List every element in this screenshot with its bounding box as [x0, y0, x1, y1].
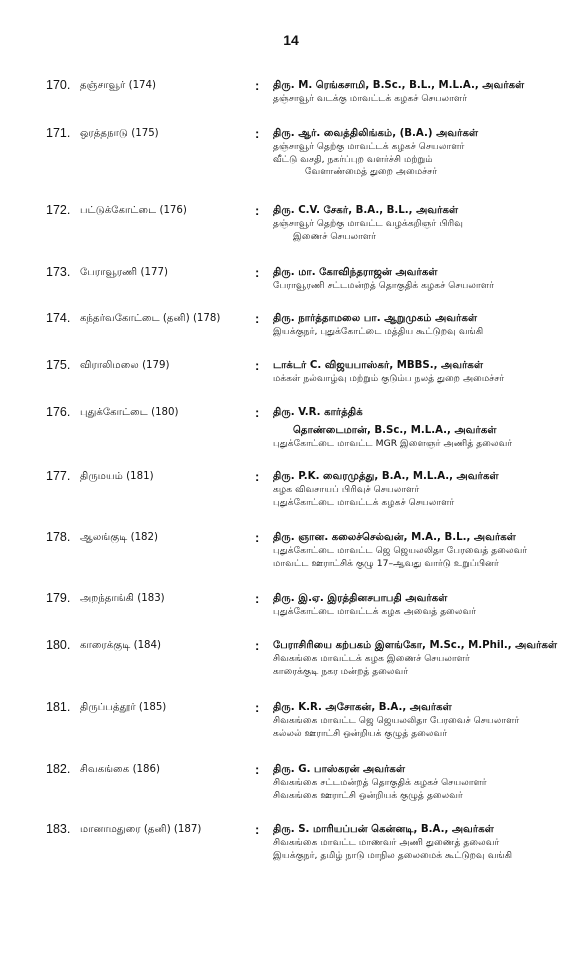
candidate-role: சிவகங்கை மாவட்ட ஜெ ஜெயலலிதா பேரவைச் செயலாளர்: [273, 715, 520, 726]
separator-colon: :: [255, 311, 260, 326]
constituency-name: ஆலங்குடி (182): [80, 532, 158, 543]
candidate-details: [273, 822, 573, 862]
separator-colon: :: [255, 126, 260, 141]
candidate-name: திரு. K.R. அசோகன், B.A., அவர்கள்: [273, 702, 452, 713]
candidate-role: புதுக்கோட்டை மாவட்டக் கழக அவைத் தலைவர்: [273, 606, 477, 617]
candidate-role: சிவகங்கை மாவட்டக் கழக இணைச் செயலாளர்: [273, 653, 470, 664]
candidate-details: [273, 126, 573, 179]
candidate-name: திரு. P.K. வைரமுத்து, B.A., M.L.A., அவர்கள்: [273, 471, 499, 482]
candidate-details: [273, 469, 573, 509]
candidate-name: திரு. S. மாரியப்பன் கென்னடி, B.A., அவர்கள்: [273, 824, 494, 835]
candidate-name: திரு. C.V. சேகர், B.A., B.L., அவர்கள்: [273, 205, 459, 216]
candidate-role: வீட்டு வசதி, நகர்ப்புற வளர்ச்சி மற்றும்: [273, 153, 433, 165]
separator-colon: :: [255, 591, 260, 606]
candidate-name: திரு. இ.ஏ. இரத்தினசபாபதி அவர்கள்: [273, 593, 448, 604]
constituency-name: திருமயம் (181): [80, 471, 154, 482]
candidate-role: புதுக்கோட்டை மாவட்டக் கழகச் செயலாளர்: [273, 496, 455, 508]
candidate-name: திரு. G. பாஸ்கரன் அவர்கள்: [273, 764, 406, 775]
constituency-name: கந்தர்வகோட்டை (தனி) (178): [80, 313, 221, 324]
entry-number: 182.: [46, 762, 71, 776]
candidate-name: திரு. V.R. கார்த்திக்: [273, 407, 363, 418]
candidate-name: பேராசிரியை கற்பகம் இளங்கோ, M.Sc., M.Phil., அவர்கள்: [273, 640, 558, 651]
entry-number: 170.: [46, 78, 71, 92]
candidate-name: திரு. ஞான. கலைச்செல்வன், M.A., B.L., அவர்கள்: [273, 532, 516, 543]
entry-number: 173.: [46, 265, 71, 279]
constituency-name: பட்டுக்கோட்டை (176): [80, 205, 187, 216]
page-number: 14: [283, 32, 299, 48]
separator-colon: :: [255, 762, 260, 777]
separator-colon: :: [255, 822, 260, 837]
separator-colon: :: [255, 638, 260, 653]
candidate-name-continued: தொண்டைமான், B.Sc., M.L.A., அவர்கள்: [293, 425, 497, 436]
candidate-role: இயக்குநர், தமிழ் நாடு மாநில தலைமைக் கூட்டுறவு வங்கி: [273, 849, 513, 861]
entry-number: 179.: [46, 591, 71, 605]
separator-colon: :: [255, 405, 260, 420]
separator-colon: :: [255, 469, 260, 484]
separator-colon: :: [255, 700, 260, 715]
candidate-role: இயக்குநர், புதுக்கோட்டை மத்திய கூட்டுறவு வங்கி: [273, 326, 484, 337]
candidate-details: [273, 762, 573, 802]
candidate-role: மாவட்ட ஊராட்சிக் குழு 17–ஆவது வார்டு உறுப்பினர்: [273, 557, 499, 569]
candidate-role: தஞ்சாவூர் தெற்கு மாவட்டக் கழகச் செயலாளர்: [273, 141, 465, 152]
entry-number: 171.: [46, 126, 71, 140]
constituency-name: அறந்தாங்கி (183): [80, 593, 165, 604]
candidate-details: [273, 203, 573, 243]
constituency-name: தஞ்சாவூர் (174): [80, 80, 156, 91]
candidate-details: [273, 311, 573, 339]
candidate-role: சிவகங்கை ஊராட்சி ஒன்றியக் குழுத் தலைவர்: [273, 789, 463, 801]
candidate-details: [273, 530, 573, 570]
candidate-name: திரு. ஆர். வைத்திலிங்கம், (B.A.) அவர்கள்: [273, 128, 479, 139]
candidate-role: தஞ்சாவூர் தெற்கு மாவட்ட வழக்கறிஞர் பிரிவு: [273, 218, 463, 229]
candidate-role: கழக விவசாயப் பிரிவுச் செயலாளர்: [273, 484, 420, 495]
entry-number: 177.: [46, 469, 71, 483]
entry-number: 181.: [46, 700, 71, 714]
constituency-name: புதுக்கோட்டை (180): [80, 407, 179, 418]
candidate-name: திரு. மா. கோவிந்தராஜன் அவர்கள்: [273, 267, 438, 278]
constituency-name: காரைக்குடி (184): [80, 640, 161, 651]
constituency-name: பேராவூரணி (177): [80, 267, 168, 278]
constituency-name: திருப்பத்தூர் (185): [80, 702, 167, 713]
separator-colon: :: [255, 358, 260, 373]
entry-number: 176.: [46, 405, 71, 419]
entry-number: 172.: [46, 203, 71, 217]
candidate-details: [273, 78, 573, 106]
candidate-role: வேளாண்மைத் துறை அமைச்சர்: [305, 166, 438, 177]
candidate-role: கல்லல் ஊராட்சி ஒன்றியக் குழுத் தலைவர்: [273, 727, 448, 739]
candidate-role: சிவகங்கை மாவட்ட மாணவர் அணி துணைத் தலைவர்: [273, 837, 500, 848]
candidate-role: காரைக்குடி நகர மன்றத் தலைவர்: [273, 665, 409, 677]
constituency-name: மானாமதுரை (தனி) (187): [80, 824, 202, 835]
candidate-role: சிவகங்கை சட்டமன்றத் தொகுதிக் கழகச் செயலாளர்: [273, 777, 487, 788]
entry-number: 183.: [46, 822, 71, 836]
constituency-name: ஒரத்தநாடு (175): [80, 128, 159, 139]
separator-colon: :: [255, 265, 260, 280]
candidate-details: [273, 405, 573, 451]
candidate-role: புதுக்கோட்டை மாவட்ட MGR இளைஞர் அணித் தலைவர்: [273, 438, 513, 449]
candidate-role: மக்கள் நல்வாழ்வு மற்றும் குடும்ப நலத் துறை அமைச்சர்: [273, 373, 505, 384]
candidate-name: திரு. நார்த்தாமலை பா. ஆறுமுகம் அவர்கள்: [273, 313, 478, 324]
candidate-details: [273, 700, 573, 740]
candidate-role: தஞ்சாவூர் வடக்கு மாவட்டக் கழகச் செயலாளர்: [273, 93, 468, 104]
candidate-name: திரு. M. ரெங்கசாமி, B.Sc., B.L., M.L.A., அவர்கள்: [273, 80, 525, 91]
separator-colon: :: [255, 203, 260, 218]
separator-colon: :: [255, 78, 260, 93]
entry-number: 174.: [46, 311, 71, 325]
entry-number: 175.: [46, 358, 71, 372]
candidate-role: புதுக்கோட்டை மாவட்ட ஜெ ஜெயலலிதா பேரவைத் தலைவர்: [273, 545, 528, 556]
candidate-details: [273, 358, 573, 386]
constituency-name: சிவகங்கை (186): [80, 764, 160, 775]
candidate-role: இணைச் செயலாளர்: [293, 230, 376, 242]
candidate-details: [273, 265, 573, 293]
entry-number: 178.: [46, 530, 71, 544]
candidate-name: டாக்டர் C. விஜயபாஸ்கர், MBBS., அவர்கள்: [273, 360, 484, 371]
candidate-details: [273, 638, 573, 678]
candidate-details: [273, 591, 573, 619]
separator-colon: :: [255, 530, 260, 545]
candidate-role: பேராவூரணி சட்டமன்றத் தொகுதிக் கழகச் செயலாளர்: [273, 280, 494, 291]
constituency-name: விராலிமலை (179): [80, 360, 170, 371]
entry-number: 180.: [46, 638, 71, 652]
